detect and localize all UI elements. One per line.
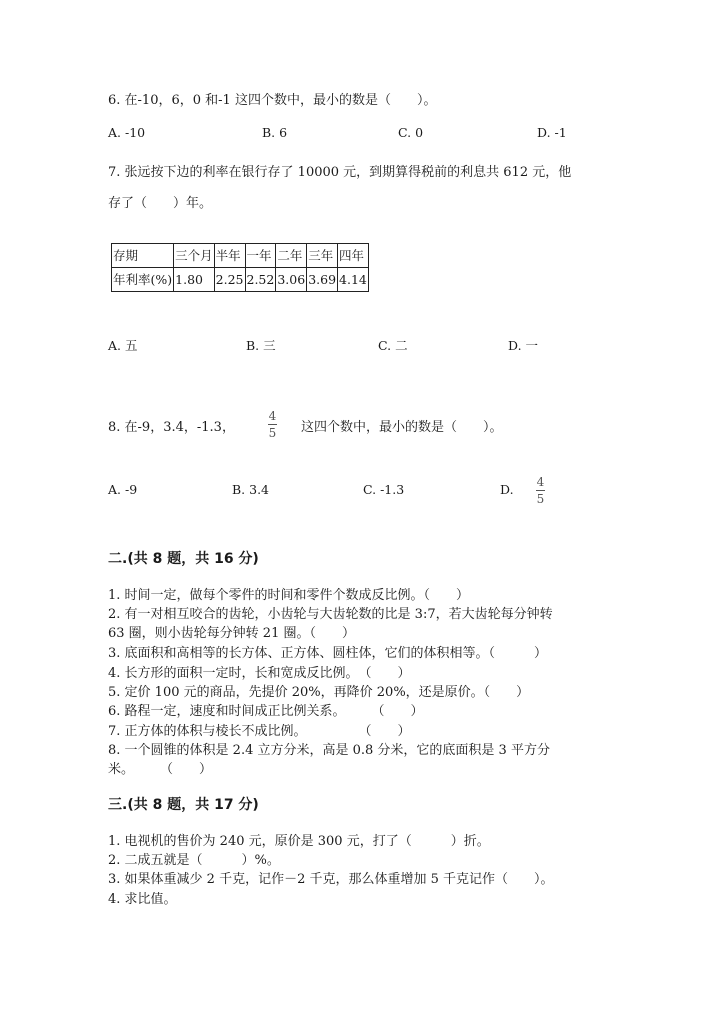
q6-option-c: C. 0 bbox=[398, 125, 424, 140]
table-cell: 三个月 bbox=[174, 244, 215, 268]
q8-text-after: 这四个数中，最小的数是（ ）。 bbox=[301, 420, 503, 435]
interest-rate-table bbox=[111, 243, 369, 292]
section2-heading: 二.(共 8 题，共 16 分) bbox=[108, 551, 259, 567]
section2-line: 63 圈，则小齿轮每分钟转 21 圈。（ ） bbox=[108, 626, 355, 641]
table-cell: 4.14 bbox=[338, 268, 369, 292]
section2-line: 8. 一个圆锥的体积是 2.4 立方分米，高是 0.8 分米，它的底面积是 3 平方分 bbox=[108, 743, 550, 758]
section2-line: 6. 路程一定，速度和时间成正比例关系。 （ ） bbox=[108, 704, 424, 719]
q7-option-c: C. 二 bbox=[378, 338, 408, 353]
table-cell: 半年 bbox=[214, 244, 245, 268]
q6-option-a: A. -10 bbox=[108, 125, 146, 140]
table-row bbox=[112, 268, 369, 292]
q7-option-a: A. 五 bbox=[108, 338, 138, 353]
q6-text: 6. 在-10，6，0 和-1 这四个数中，最小的数是（ ）。 bbox=[108, 93, 437, 108]
fraction-bar bbox=[536, 490, 545, 491]
fraction-numerator: 4 bbox=[268, 409, 277, 423]
table-cell: 3.06 bbox=[276, 268, 307, 292]
fraction-denominator: 5 bbox=[536, 492, 545, 506]
q8-option-a: A. -9 bbox=[108, 482, 138, 497]
table-cell: 一年 bbox=[245, 244, 276, 268]
section2-line: 7. 正方体的体积与棱长不成比例。 （ ） bbox=[108, 724, 411, 739]
q8-option-b: B. 3.4 bbox=[232, 482, 270, 497]
q8-option-d-fraction bbox=[536, 476, 545, 505]
q7-option-d: D. 一 bbox=[508, 338, 539, 353]
fraction-bar bbox=[268, 424, 277, 425]
q7-option-b: B. 三 bbox=[246, 338, 276, 353]
section3-line: 2. 二成五就是（ ）%。 bbox=[108, 853, 280, 868]
section2-line: 3. 底面积和高相等的长方体、正方体、圆柱体，它们的体积相等。（ ） bbox=[108, 646, 548, 661]
q6-option-d: D. -1 bbox=[537, 125, 567, 140]
table-row bbox=[112, 244, 369, 268]
q8-option-c: C. -1.3 bbox=[363, 482, 405, 497]
table-cell: 3.69 bbox=[307, 268, 338, 292]
section3-line: 3. 如果体重减少 2 千克，记作－2 千克，那么体重增加 5 千克记作（ ）。 bbox=[108, 872, 554, 887]
fraction-denominator: 5 bbox=[268, 426, 277, 440]
fraction-numerator: 4 bbox=[536, 475, 545, 489]
section2-line: 2. 有一对相互咬合的齿轮，小齿轮与大齿轮数的比是 3:7，若大齿轮每分钟转 bbox=[108, 607, 553, 622]
section2-line: 1. 时间一定，做每个零件的时间和零件个数成反比例。（ ） bbox=[108, 588, 470, 603]
section2-line: 米。 （ ） bbox=[108, 762, 213, 777]
q6-option-b: B. 6 bbox=[262, 125, 288, 140]
q7-text-line1: 7. 张远按下边的利率在银行存了 10000 元，到期算得税前的利息共 612 元，他 bbox=[108, 165, 572, 180]
table-cell: 2.52 bbox=[245, 268, 276, 292]
section3-line: 4. 求比值。 bbox=[108, 892, 177, 907]
table-cell: 四年 bbox=[338, 244, 369, 268]
q7-text-line2: 存了（ ）年。 bbox=[108, 196, 213, 211]
q8-fraction bbox=[268, 410, 277, 439]
q8-text-before: 8. 在-9，3.4，-1.3， bbox=[108, 420, 235, 435]
table-cell: 1.80 bbox=[174, 268, 215, 292]
section2-line: 5. 定价 100 元的商品，先提价 20%，再降价 20%，还是原价。（ ） bbox=[108, 685, 530, 700]
section2-line: 4. 长方形的面积一定时，长和宽成反比例。 （ ） bbox=[108, 666, 411, 681]
section3-line: 1. 电视机的售价为 240 元，原价是 300 元，打了（ ）折。 bbox=[108, 834, 490, 849]
section3-heading: 三.(共 8 题，共 17 分) bbox=[108, 797, 259, 813]
q8-option-d: D. bbox=[500, 482, 514, 497]
table-cell: 年利率(%) bbox=[112, 268, 174, 292]
table-cell: 2.25 bbox=[214, 268, 245, 292]
table-cell: 存期 bbox=[112, 244, 174, 268]
table-cell: 三年 bbox=[307, 244, 338, 268]
table-cell: 二年 bbox=[276, 244, 307, 268]
